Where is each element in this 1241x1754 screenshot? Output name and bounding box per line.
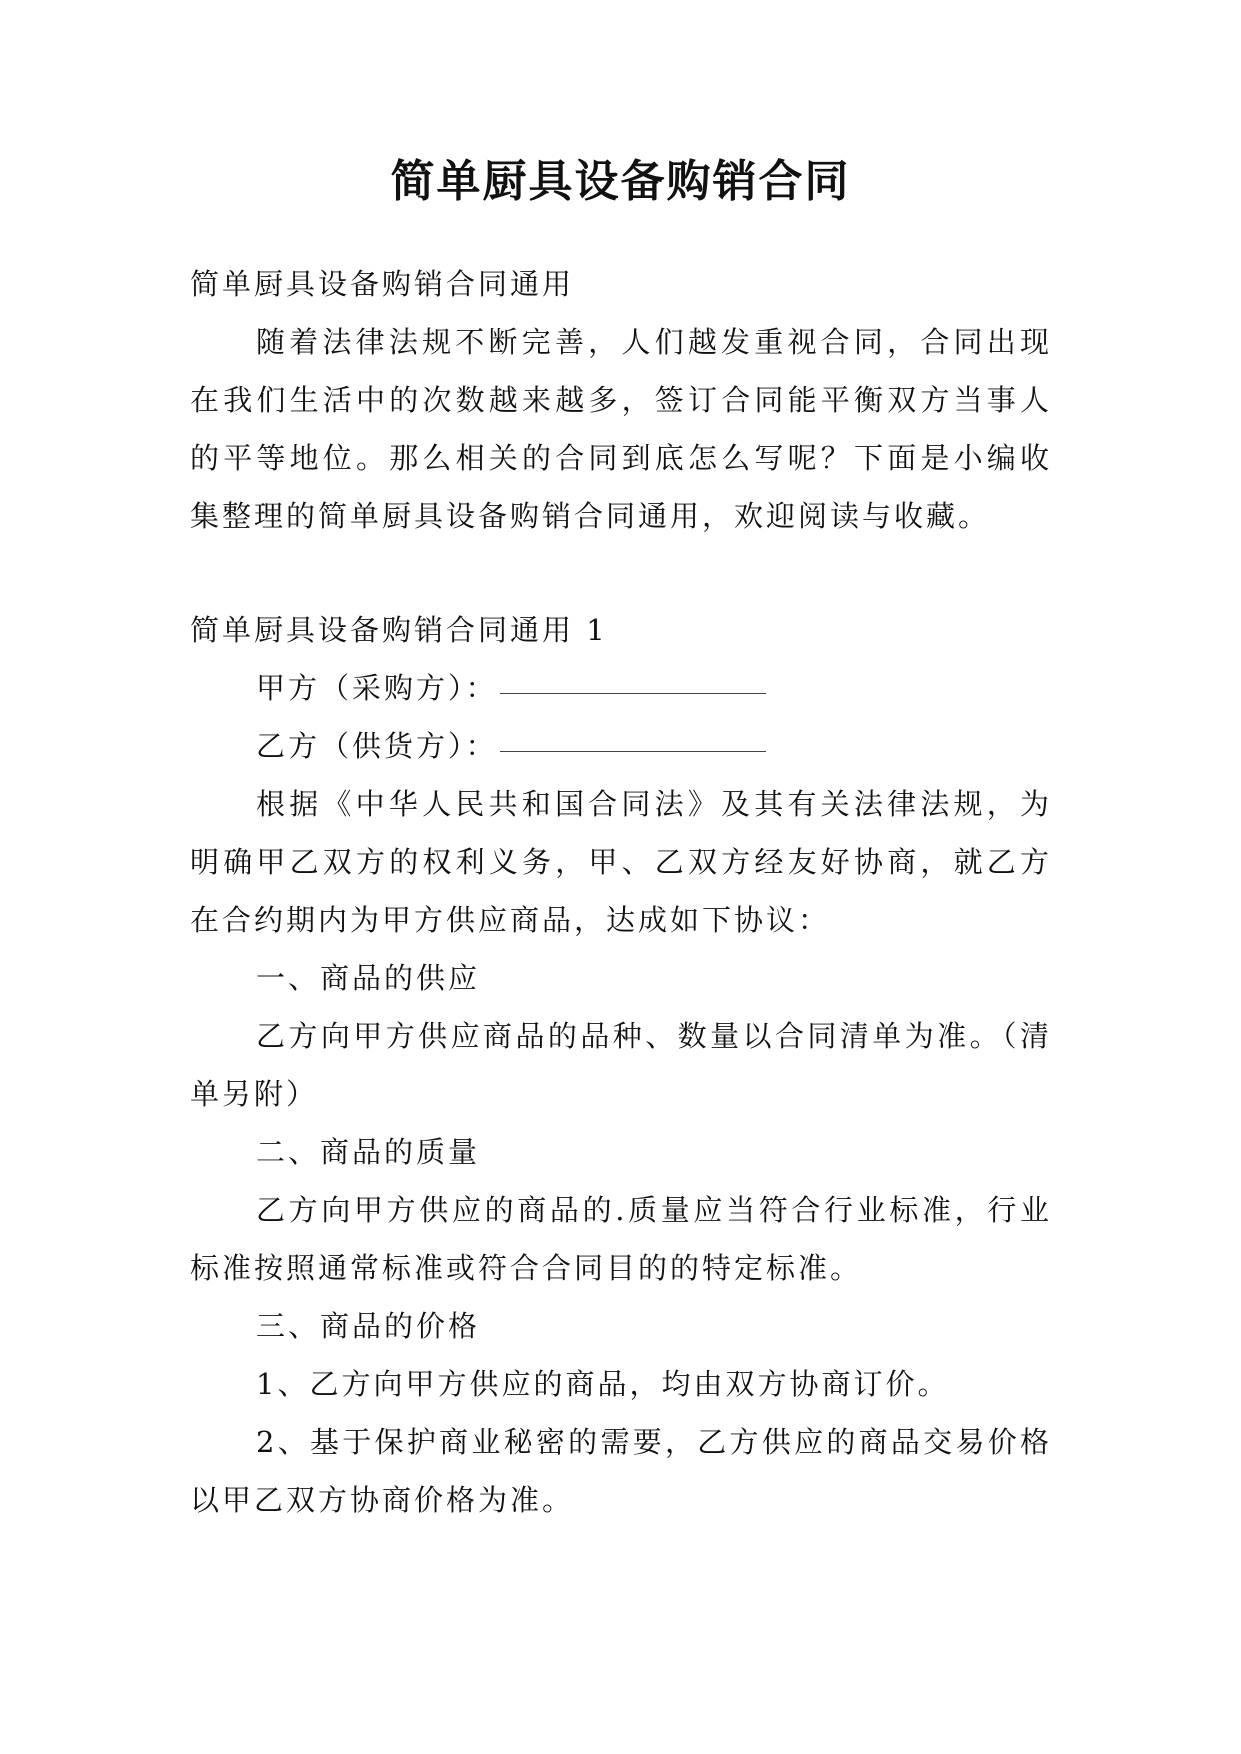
document-title: 简单厨具设备购销合同: [390, 156, 851, 207]
intro-paragraph: 随着法律法规不断完善，人们越发重视合同，合同出现在我们生活中的次数越来越多，签订合同能平衡双方当事人的平等地位。那么相关的合同到底怎么写呢？下面是小编收集整理的简单厨具设备购销合同通用，欢迎阅读与收藏。: [190, 325, 1052, 533]
document-body: [190, 255, 1052, 1529]
party-b-row: [190, 717, 1052, 775]
clause3-item2: 2、基于保护商业秘密的需要，乙方供应的商品交易价格以甲乙双方协商价格为准。: [190, 1425, 1052, 1517]
section-heading: 简单厨具设备购销合同通用 1: [190, 613, 608, 647]
party-a-blank: [500, 691, 766, 694]
clause1-text: 乙方向甲方供应商品的品种、数量以合同清单为准。（清单另附）: [190, 1019, 1052, 1111]
clause2-heading: 二、商品的质量: [256, 1135, 481, 1169]
party-b-blank: [500, 749, 766, 752]
clause3-item1: 1、乙方向甲方供应的商品，均由双方协商订价。: [256, 1367, 950, 1401]
preamble-paragraph: 根据《中华人民共和国合同法》及其有关法律法规，为明确甲乙双方的权利义务，甲、乙双方经友好协商，就乙方在合约期内为甲方供应商品，达成如下协议：: [190, 787, 1052, 937]
clause1-heading: 一、商品的供应: [256, 961, 481, 995]
subtitle: 简单厨具设备购销合同通用: [190, 267, 575, 301]
paragraph-spacer: [190, 545, 1052, 601]
party-a-label: 甲方（采购方）：: [256, 671, 498, 705]
clause2-text: 乙方向甲方供应的商品的.质量应当符合行业标准，行业标准按照通常标准或符合合同目的的特定标准。: [190, 1193, 1052, 1285]
party-b-label: 乙方（供货方）：: [256, 729, 498, 763]
party-a-row: [190, 659, 1052, 717]
clause3-heading: 三、商品的价格: [256, 1309, 481, 1343]
